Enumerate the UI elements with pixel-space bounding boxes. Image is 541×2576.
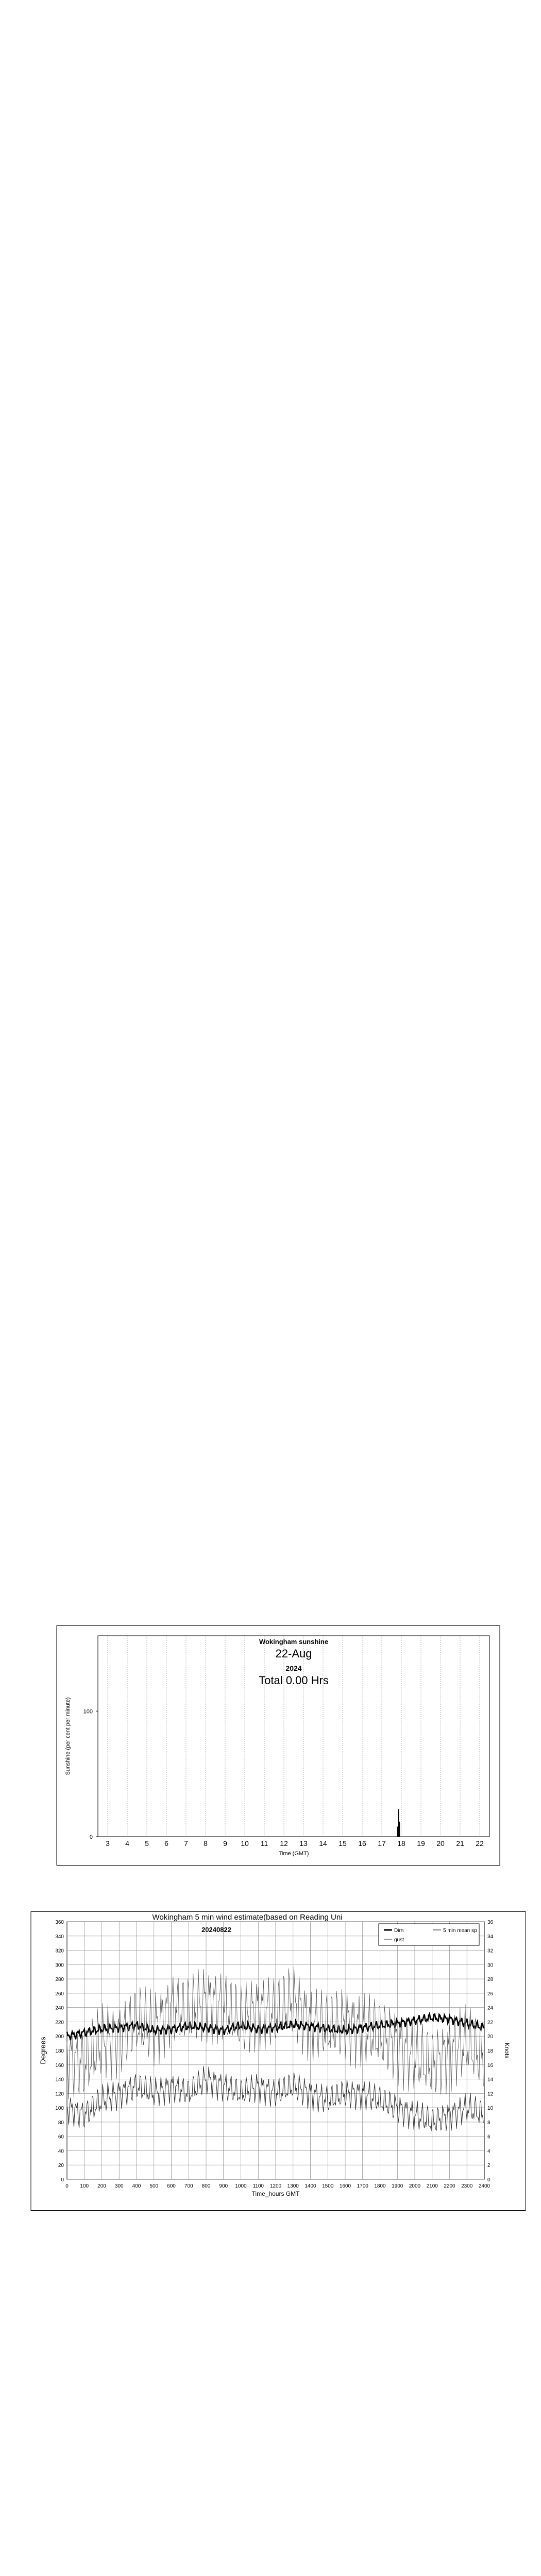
x-tick-label: 19 <box>417 1839 425 1848</box>
chart-title: Wokingham 5 min wind estimate(based on Reading Uni <box>152 1913 343 1922</box>
chart-subtitle: 20240822 <box>201 1926 231 1934</box>
x-tick-label: 700 <box>184 2183 193 2189</box>
grass-temp-chart <box>0 1079 541 1332</box>
y-right-tick-label: 2 <box>487 2163 491 2169</box>
x-tick-label: 2100 <box>426 2183 438 2189</box>
x-tick-label: 16 <box>358 1839 366 1848</box>
legend-label: 5 min mean sp <box>443 1928 477 1934</box>
chart-title: Wokingham sunshine <box>259 1638 329 1646</box>
y-tick-label: 340 <box>55 1934 64 1940</box>
x-tick-label: 1800 <box>374 2183 386 2189</box>
x-axis-label: Time_hours GMT <box>251 2190 300 2197</box>
y-right-tick-label: 32 <box>487 1948 494 1954</box>
y-right-tick-label: 18 <box>487 2048 494 2054</box>
chart-total: Total 0.00 Hrs <box>259 1674 329 1687</box>
sunshine-bar <box>399 1822 400 1837</box>
y-tick-label: 280 <box>55 1977 64 1983</box>
y-tick-label: 0 <box>89 1834 93 1840</box>
y-right-axis-label: Knots <box>503 2042 511 2059</box>
y-tick-label: 140 <box>55 2077 64 2083</box>
x-tick-label: 13 <box>299 1839 308 1848</box>
y-right-tick-label: 12 <box>487 2091 494 2097</box>
y-tick-label: 60 <box>58 2134 64 2140</box>
x-tick-label: 1400 <box>305 2183 316 2189</box>
legend-label: Dirn <box>394 1928 404 1934</box>
y-tick-label: 320 <box>55 1948 64 1954</box>
x-tick-label: 9 <box>223 1839 227 1848</box>
x-tick-label: 14 <box>319 1839 327 1848</box>
x-tick-label: 400 <box>132 2183 141 2189</box>
y-axis-label: Degrees <box>39 2037 47 2064</box>
y-right-tick-label: 0 <box>487 2177 491 2183</box>
x-tick-label: 0 <box>65 2183 69 2189</box>
x-tick-label: 20 <box>436 1839 445 1848</box>
y-tick-label: 200 <box>55 2034 64 2040</box>
sunshine-chart <box>0 1625 541 1868</box>
legend-label: gust <box>394 1937 404 1943</box>
x-tick-label: 7 <box>184 1839 188 1848</box>
x-tick-label: 1900 <box>392 2183 403 2189</box>
mixing-ratio-chart <box>0 538 541 781</box>
x-tick-label: 22 <box>476 1839 484 1848</box>
x-tick-label: 2300 <box>461 2183 473 2189</box>
x-tick-label: 1600 <box>339 2183 351 2189</box>
y-tick-label: 220 <box>55 2020 64 2026</box>
x-tick-label: 500 <box>149 2183 159 2189</box>
x-tick-label: 12 <box>280 1839 288 1848</box>
chart-subtitle: 22-Aug <box>275 1647 312 1660</box>
x-tick-label: 2200 <box>444 2183 455 2189</box>
chart-year: 2024 <box>285 1664 302 1672</box>
y-tick-label: 100 <box>83 1708 93 1715</box>
y-tick-label: 20 <box>58 2163 64 2169</box>
temperature-chart <box>0 10 541 242</box>
y-right-tick-label: 10 <box>487 2106 494 2112</box>
y-right-tick-label: 24 <box>487 2005 494 2011</box>
x-tick-label: 17 <box>378 1839 386 1848</box>
sunshine-bar <box>397 1827 398 1837</box>
y-tick-label: 360 <box>55 1920 64 1925</box>
x-tick-label: 21 <box>456 1839 464 1848</box>
x-tick-label: 18 <box>397 1839 405 1848</box>
x-tick-label: 5 <box>145 1839 149 1848</box>
x-tick-label: 200 <box>97 2183 106 2189</box>
y-tick-label: 260 <box>55 1991 64 1997</box>
y-tick-label: 240 <box>55 2005 64 2011</box>
x-tick-label: 3 <box>106 1839 110 1848</box>
y-right-tick-label: 36 <box>487 1920 494 1925</box>
x-tick-label: 100 <box>80 2183 89 2189</box>
x-tick-label: 2000 <box>409 2183 421 2189</box>
x-tick-label: 1000 <box>235 2183 247 2189</box>
y-right-tick-label: 30 <box>487 1962 494 1969</box>
y-tick-label: 80 <box>58 2120 64 2126</box>
x-tick-label: 1200 <box>269 2183 282 2189</box>
y-tick-label: 180 <box>55 2048 64 2054</box>
x-tick-label: 1500 <box>322 2183 334 2189</box>
y-tick-label: 120 <box>55 2091 64 2097</box>
x-tick-label: 10 <box>241 1839 249 1848</box>
rainfall-chart <box>0 1347 541 1579</box>
x-tick-label: 4 <box>125 1839 129 1848</box>
y-tick-label: 0 <box>61 2177 64 2183</box>
y-right-tick-label: 8 <box>487 2120 491 2126</box>
x-tick-label: 2400 <box>478 2183 491 2189</box>
x-tick-label: 300 <box>114 2183 124 2189</box>
y-right-tick-label: 16 <box>487 2062 494 2069</box>
x-tick-label: 15 <box>339 1839 347 1848</box>
y-right-tick-label: 20 <box>487 2034 494 2040</box>
x-tick-label: 900 <box>219 2183 228 2189</box>
y-right-tick-label: 6 <box>487 2134 491 2140</box>
wind-chart <box>0 1911 541 2221</box>
y-axis-label: Sunshine (per cent per minute) <box>65 1697 71 1775</box>
pressure-chart <box>0 806 541 1059</box>
x-tick-label: 800 <box>201 2183 211 2189</box>
x-axis-label: Time (GMT) <box>278 1851 309 1857</box>
sunshine-bar <box>398 1809 399 1837</box>
y-right-tick-label: 28 <box>487 1977 494 1983</box>
y-tick-label: 40 <box>58 2148 64 2155</box>
humidity-chart <box>0 268 541 510</box>
x-tick-label: 6 <box>164 1839 168 1848</box>
y-tick-label: 300 <box>55 1962 64 1969</box>
x-tick-label: 1100 <box>252 2183 264 2189</box>
y-right-tick-label: 22 <box>487 2020 494 2026</box>
x-tick-label: 600 <box>167 2183 176 2189</box>
x-tick-label: 8 <box>204 1839 208 1848</box>
y-right-tick-label: 4 <box>487 2148 491 2155</box>
y-right-tick-label: 26 <box>487 1991 494 1997</box>
x-tick-label: 1700 <box>357 2183 368 2189</box>
y-right-tick-label: 14 <box>487 2077 494 2083</box>
x-tick-label: 1300 <box>287 2183 299 2189</box>
y-tick-label: 160 <box>55 2062 64 2069</box>
y-right-tick-label: 34 <box>487 1934 494 1940</box>
y-tick-label: 100 <box>55 2106 64 2112</box>
x-tick-label: 11 <box>260 1839 268 1848</box>
